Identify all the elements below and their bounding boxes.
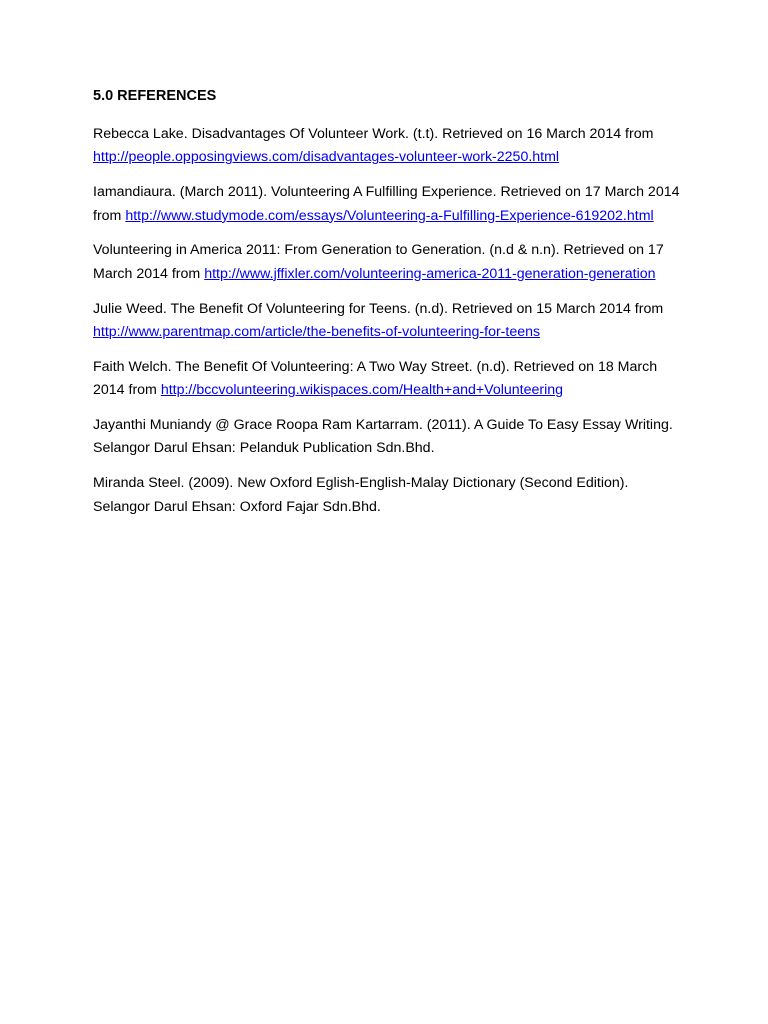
reference-link[interactable]: http://people.opposingviews.com/disadvantages-volunteer-work-2250.html bbox=[93, 149, 560, 166]
reference-link[interactable]: http://www.parentmap.com/article/the-benefits-of-volunteering-for-teens bbox=[93, 324, 541, 341]
section-heading: 5.0 REFERENCES bbox=[93, 88, 217, 104]
reference-text: Rebecca Lake. Disadvantages Of Volunteer Work. (t.t). Retrieved on 16 March 2014 from bbox=[93, 126, 654, 142]
reference-link[interactable]: http://bccvolunteering.wikispaces.com/Health+and+Volunteering bbox=[160, 382, 564, 399]
reference-entry bbox=[93, 123, 683, 170]
reference-text: Julie Weed. The Benefit Of Volunteering for Teens. (n.d). Retrieved on 15 March 2014 from bbox=[93, 300, 664, 317]
references-page bbox=[93, 86, 683, 530]
reference-text: Volunteering in America 2011: From Generation to Generation. (n.d & n.n). Retrieved on 17 March 2014 from bbox=[93, 242, 664, 282]
reference-entry bbox=[93, 298, 683, 345]
reference-text: Iamandiaura. (March 2011). Volunteering A Fulfilling Experience. Retrieved on 17 March 2014 from bbox=[93, 184, 680, 224]
reference-entry bbox=[93, 472, 683, 519]
reference-text: Jayanthi Muniandy @ Grace Roopa Ram Kartarram. (2011). A Guide To Easy Essay Writing. Selangor Darul Ehsan: Pelanduk Publication Sdn.Bhd. bbox=[93, 417, 673, 457]
reference-text: Faith Welch. The Benefit Of Volunteering: A Two Way Street. (n.d). Retrieved on 18 March 2014 from bbox=[93, 358, 658, 399]
reference-entry bbox=[93, 181, 683, 228]
reference-entry bbox=[93, 414, 683, 461]
reference-text: Miranda Steel. (2009). New Oxford Eglish-English-Malay Dictionary (Second Edition). Selangor Darul Ehsan: Oxford Fajar Sdn.Bhd. bbox=[93, 475, 629, 515]
reference-link[interactable]: http://www.jffixler.com/volunteering-america-2011-generation-generation bbox=[204, 265, 656, 282]
reference-entry bbox=[93, 356, 683, 403]
reference-link[interactable]: http://www.studymode.com/essays/Volunteering-a-Fulfilling-Experience-619202.html bbox=[125, 207, 654, 224]
reference-entry bbox=[93, 239, 683, 286]
